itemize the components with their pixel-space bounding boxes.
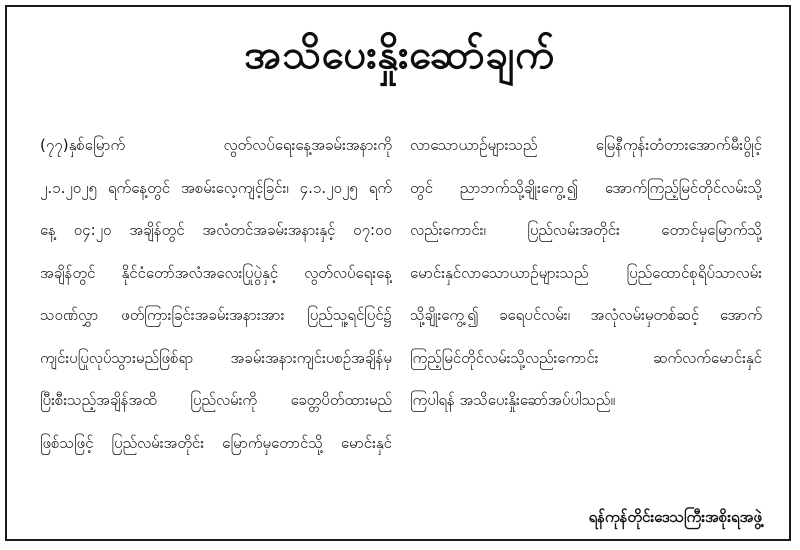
- notice-text-line: မောင်းနှင်လာသောယာဉ်များသည် ပြည်ထောင်စုရိပ်သာလမ်း: [410, 263, 762, 282]
- notice-text-line: ဖြစ်သဖြင့် ပြည်လမ်းအတိုင်း မြောက်မှတောင်သို့ မောင်းနှင်: [40, 433, 392, 452]
- notice-text-line: သို့ချိုးကွေ့၍ ခရေပင်လမ်း၊ အလုံလမ်းမှတစ်ဆင့် အောက်: [410, 306, 762, 324]
- notice-text-line: လာသောယာဉ်များသည် မြေနီကုန်းတံတားအောက်မီးပွိုင့်: [410, 136, 762, 154]
- notice-text-line: အချိန်တွင် နိုင်ငံတော်အလံအလေးပြုပွဲနှင့် လွတ်လပ်ရေးနေ့: [40, 263, 392, 282]
- notice-body-right-column: [410, 124, 762, 422]
- notice-text-line: ကျင်းပပြုလုပ်သွားမည်ဖြစ်ရာ အခမ်းအနားကျင်းပစဉ်အချိန်မှ: [40, 348, 392, 367]
- notice-text-line: ကြပါရန် အသိပေးနှိုးဆော်အပ်ပါသည်။: [410, 391, 616, 409]
- notice-text-line: ၂.၁.၂၀၂၅ ရက်နေ့တွင် အစမ်းလေ့ကျင့်ခြင်း၊ ၄.၁.၂၀၂၅ ရက်: [40, 178, 392, 197]
- notice-text-line: (၇၇)နှစ်မြောက် လွတ်လပ်ရေးနေ့အခမ်းအနားကို: [40, 136, 392, 154]
- notice-text-line: တွင် ညာဘက်သို့ချိုးကွေ့၍ အောက်ကြည့်မြင်တိုင်လမ်းသို့: [410, 178, 762, 197]
- notice-title: အသိပေးနှိုးဆော်ချက်: [244, 32, 556, 78]
- notice-text-line: လည်းကောင်း၊ ပြည်လမ်းအတိုင်း တောင်မှမြောက်သို့: [410, 221, 762, 239]
- notice-signature: ရန်ကုန်တိုင်းဒေသကြီးအစိုးရအဖွဲ့: [588, 508, 762, 526]
- notice-text-line: ကြည့်မြင်တိုင်လမ်းသို့လည်းကောင်း ဆက်လက်မောင်းနှင်: [410, 348, 762, 367]
- notice-text-line: ပြီးစီးသည့်အချိန်အထိ ပြည်လမ်းကို ခေတ္တပိတ်ထားမည်: [40, 391, 392, 409]
- notice-text-line: နေ့ ၀၄:၂၀ အချိန်တွင် အလံတင်အခမ်းအနားနှင့် ၀၇:၀၀: [40, 221, 392, 239]
- notice-text-line: သဝဏ်လွှာ ဖတ်ကြားခြင်းအခမ်းအနားအား ပြည်သူ့ရင်ပြင်၌: [40, 306, 392, 324]
- notice-body-left-column: [40, 124, 392, 464]
